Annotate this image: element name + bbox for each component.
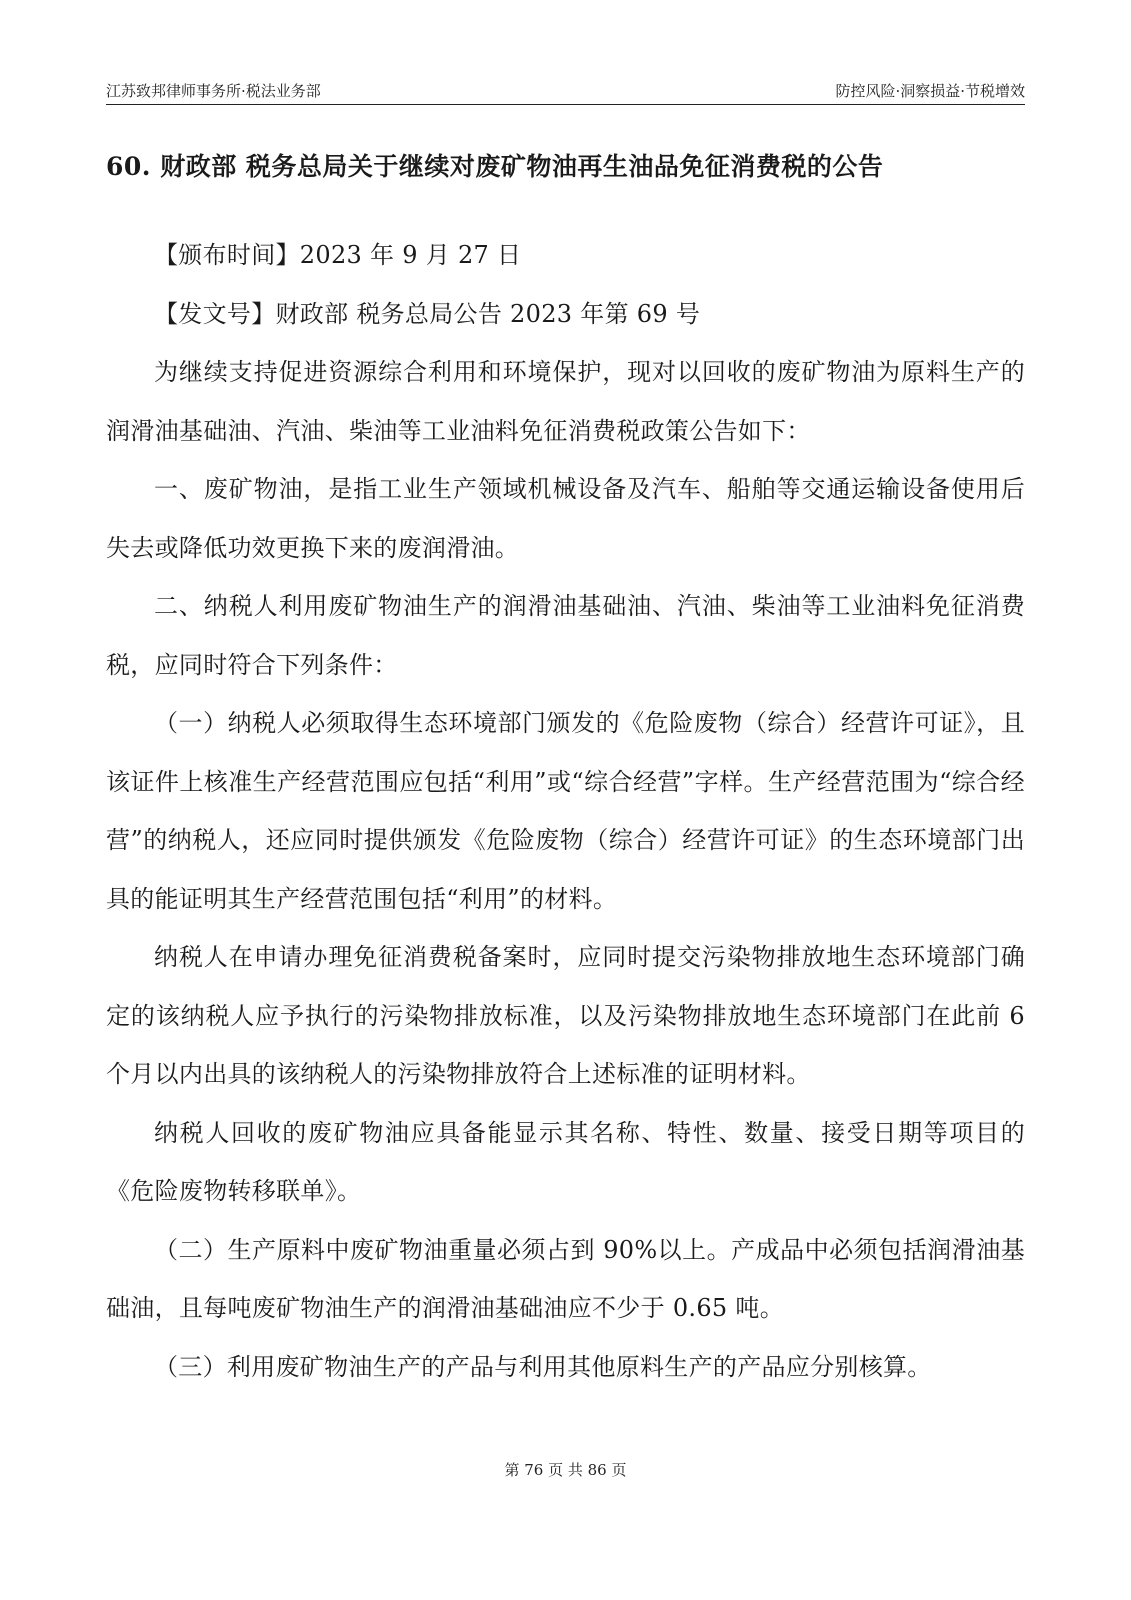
paragraph-issue-date: 【颁布时间】2023 年 9 月 27 日 <box>154 241 522 269</box>
document-body <box>106 226 1025 1396</box>
paragraph-condition-1-filing: 纳税人在申请办理免征消费税备案时，应同时提交污染物排放地生态环境部门确定的该纳税人应予执行的污染物排放标准，以及污染物排放地生态环境部门在此前 6 个月以内出具的该纳税人的污染物排放符合上述标准的证明材料。 <box>106 943 1025 1088</box>
header-firm-name: 江苏致邦律师事务所·税法业务部 <box>106 82 321 100</box>
paragraph-article-1: 一、废矿物油，是指工业生产领域机械设备及汽车、船舶等交通运输设备使用后失去或降低功效更换下来的废润滑油。 <box>106 475 1025 562</box>
paragraph-article-2: 二、纳税人利用废矿物油生产的润滑油基础油、汽油、柴油等工业油料免征消费税，应同时符合下列条件： <box>106 592 1025 679</box>
page-number: 第 76 页 共 86 页 <box>504 1461 627 1479</box>
page-header <box>106 78 1025 105</box>
paragraph-condition-3: （三）利用废矿物油生产的产品与利用其他原料生产的产品应分别核算。 <box>154 1352 932 1381</box>
header-slogan: 防控风险·洞察损益·节税增效 <box>835 82 1025 100</box>
paragraph-condition-1-manifest: 纳税人回收的废矿物油应具备能显示其名称、特性、数量、接受日期等项目的《危险废物转移联单》。 <box>106 1118 1025 1205</box>
document-title: 60. 财政部 税务总局关于继续对废矿物油再生油品免征消费税的公告 <box>106 152 884 181</box>
paragraph-document-number: 【发文号】财政部 税务总局公告 2023 年第 69 号 <box>154 299 701 328</box>
paragraph-intro: 为继续支持促进资源综合利用和环境保护，现对以回收的废矿物油为原料生产的润滑油基础油、汽油、柴油等工业油料免征消费税政策公告如下： <box>106 358 1025 445</box>
paragraph-condition-1: （一）纳税人必须取得生态环境部门颁发的《危险废物（综合）经营许可证》，且该证件上核准生产经营范围应包括“利用”或“综合经营”字样。生产经营范围为“综合经营”的纳税人，还应同时提供颁发《危险废物（综合）经营许可证》的生态环境部门出具的能证明其生产经营范围包括“利用”的材料。 <box>106 709 1025 913</box>
paragraph-condition-2: （二）生产原料中废矿物油重量必须占到 90%以上。产成品中必须包括润滑油基础油，且每吨废矿物油生产的润滑油基础油应不少于 0.65 吨。 <box>106 1235 1025 1322</box>
